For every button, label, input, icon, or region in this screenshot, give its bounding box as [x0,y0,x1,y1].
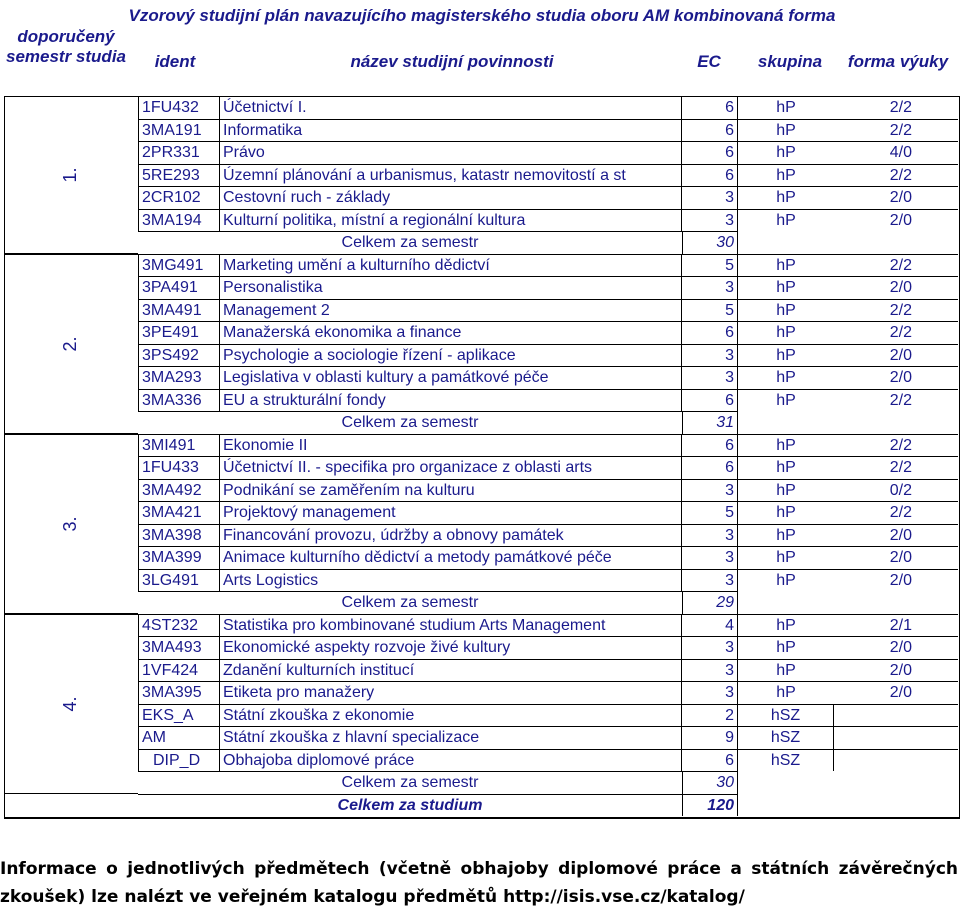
course-skupina: hP [738,344,834,367]
course-ec: 3 [682,344,738,367]
table-row [0,164,960,187]
semester-total-label: Celkem za semestr [138,411,682,434]
col-header-forma: forma výuky [847,52,949,71]
table-row [0,614,960,637]
table-row [0,681,960,704]
course-skupina: hP [738,276,834,299]
semester-label: 3. [60,516,80,532]
course-forma: 2/2 [834,434,958,457]
course-forma: 2/0 [834,546,958,569]
course-ident: 3MA491 [138,299,220,322]
course-forma: 2/0 [834,276,958,299]
course-ident: 3MA421 [138,501,220,524]
course-ident: 3MA399 [138,546,220,569]
course-ident: 3MA492 [138,479,220,502]
semester-total-row [0,771,960,794]
course-skupina: hP [738,434,834,457]
course-ec: 3 [682,681,738,704]
course-skupina: hP [738,389,834,412]
course-ec: 6 [682,119,738,142]
table-row [0,119,960,142]
course-ident: 3MA191 [138,119,220,142]
semester-total-value: 30 [682,231,738,254]
course-name: Informatika [220,119,682,142]
course-skupina: hSZ [738,749,834,772]
table-row [0,434,960,457]
course-name: Arts Logistics [220,569,682,592]
course-skupina: hP [738,186,834,209]
table-row [0,726,960,749]
table-row [0,749,960,772]
course-skupina: hP [738,141,834,164]
course-ec: 3 [682,479,738,502]
course-ident: 3MA493 [138,636,220,659]
table-row [0,524,960,547]
semester-total-label: Celkem za semestr [138,771,682,794]
semester-total-value: 30 [682,771,738,794]
course-forma: 2/0 [834,366,958,389]
course-name: Ekonomie II [220,434,682,457]
table-row [0,546,960,569]
table-row [0,209,960,232]
course-ec: 3 [682,659,738,682]
course-forma: 2/2 [834,456,958,479]
course-name: Legislativa v oblasti kultury a památkové péče [220,366,682,389]
course-ident: AM [138,726,220,749]
course-forma: 2/1 [834,614,958,637]
course-ec: 3 [682,209,738,232]
course-ec: 2 [682,704,738,727]
course-ident: 3PS492 [138,344,220,367]
course-ec: 6 [682,321,738,344]
course-skupina: hP [738,681,834,704]
course-forma [834,749,958,772]
course-ec: 6 [682,456,738,479]
table-row [0,456,960,479]
grand-total-row [0,794,960,817]
course-ec: 3 [682,524,738,547]
course-forma: 2/2 [834,96,958,119]
course-ident: 5RE293 [138,164,220,187]
course-ident: 3LG491 [138,569,220,592]
course-name: Etiketa pro manažery [220,681,682,704]
col-header-nazev: název studijní povinnosti [350,52,554,71]
course-skupina: hP [738,546,834,569]
course-name: Podnikání se zaměřením na kulturu [220,479,682,502]
table-row [0,636,960,659]
semester-total-value: 29 [682,591,738,614]
table-row [0,366,960,389]
course-ident: 1FU432 [138,96,220,119]
course-name: Účetnictví II. - specifika pro organizace z oblasti arts [220,456,682,479]
semester-label: 1. [60,167,80,183]
course-skupina: hP [738,456,834,479]
course-skupina: hSZ [738,726,834,749]
course-ident: 2CR102 [138,186,220,209]
course-ec: 4 [682,614,738,637]
course-forma: 2/2 [834,321,958,344]
course-name: Cestovní ruch - základy [220,186,682,209]
course-skupina: hP [738,299,834,322]
course-ident: 3MA293 [138,366,220,389]
course-name: Personalistika [220,276,682,299]
semester-total-row [0,591,960,614]
table-row [0,389,960,412]
course-forma: 2/0 [834,636,958,659]
course-forma: 2/0 [834,209,958,232]
course-name: Psychologie a sociologie řízení - aplikace [220,344,682,367]
course-name: Právo [220,141,682,164]
course-ec: 5 [682,299,738,322]
col-header-ec: EC [697,52,721,71]
course-ident: 2PR331 [138,141,220,164]
course-forma [834,704,958,727]
course-skupina: hP [738,479,834,502]
semester-total-value: 31 [682,411,738,434]
course-skupina: hP [738,524,834,547]
table-row [0,569,960,592]
semester-total-label: Celkem za semestr [138,591,682,614]
course-ident: 3MA194 [138,209,220,232]
course-name: Obhajoba diplomové práce [220,749,682,772]
course-name: Statistika pro kombinované studium Arts Management [220,614,682,637]
grand-total-label: Celkem za studium [138,794,682,817]
course-forma [834,726,958,749]
course-ec: 3 [682,569,738,592]
course-ec: 6 [682,749,738,772]
course-forma: 2/0 [834,681,958,704]
course-ec: 5 [682,501,738,524]
semester-label: 2. [60,336,80,352]
course-name: EU a strukturální fondy [220,389,682,412]
course-forma: 4/0 [834,141,958,164]
course-name: Manažerská ekonomika a finance [220,321,682,344]
course-forma: 2/0 [834,186,958,209]
course-ident: 3MA398 [138,524,220,547]
course-name: Kulturní politika, místní a regionální kultura [220,209,682,232]
course-skupina: hP [738,501,834,524]
course-forma: 0/2 [834,479,958,502]
col-header-semestr: doporučený semestr studia [6,27,126,66]
table-row [0,659,960,682]
course-ec: 6 [682,141,738,164]
course-skupina: hP [738,614,834,637]
course-skupina: hP [738,366,834,389]
course-ident: 3MA395 [138,681,220,704]
table-row [0,321,960,344]
table-row [0,704,960,727]
course-name: Management 2 [220,299,682,322]
col-header-ident: ident [154,52,196,71]
course-skupina: hSZ [738,704,834,727]
course-ec: 6 [682,96,738,119]
course-ec: 9 [682,726,738,749]
table-row [0,186,960,209]
course-ec: 3 [682,636,738,659]
course-name: Financování provozu, údržby a obnovy památek [220,524,682,547]
course-ident: EKS_A [138,704,220,727]
course-skupina: hP [738,569,834,592]
table-row [0,254,960,277]
course-forma: 2/2 [834,501,958,524]
course-skupina: hP [738,659,834,682]
page-title: Vzorový studijní plán navazujícího magisterského studia oboru AM kombinovaná forma [128,6,836,25]
course-ident: 4ST232 [138,614,220,637]
course-forma: 2/2 [834,164,958,187]
table-row [0,96,960,119]
table-row [0,276,960,299]
course-skupina: hP [738,96,834,119]
course-name: Marketing umění a kulturního dědictví [220,254,682,277]
course-ident: DIP_D [138,749,220,772]
course-name: Územní plánování a urbanismus, katastr nemovitostí a st [220,164,682,187]
course-ec: 5 [682,254,738,277]
course-ident: 3PE491 [138,321,220,344]
course-forma: 2/0 [834,569,958,592]
course-ident: 1FU433 [138,456,220,479]
col-header-skupina: skupina [757,52,823,71]
course-forma: 2/2 [834,299,958,322]
course-forma: 2/2 [834,389,958,412]
course-ident: 3PA491 [138,276,220,299]
course-ec: 6 [682,389,738,412]
table-row [0,479,960,502]
semester-label: 4. [60,696,80,712]
course-ec: 6 [682,164,738,187]
course-forma: 2/2 [834,254,958,277]
table-row [0,344,960,367]
course-ident: 3MI491 [138,434,220,457]
course-skupina: hP [738,321,834,344]
course-skupina: hP [738,119,834,142]
course-name: Ekonomické aspekty rozvoje živé kultury [220,636,682,659]
catalog-note: Informace o jednotlivých předmětech (včetně obhajoby diplomové práce a státních závěrečných zkoušek) lze nalézt ve veřejném katalogu předmětů http://isis.vse.cz/katalog/ [0,859,958,907]
course-name: Projektový management [220,501,682,524]
table-bottom-border [4,818,960,819]
semester-total-row [0,411,960,434]
semester-total-label: Celkem za semestr [138,231,682,254]
grand-total-value: 120 [682,794,738,817]
course-ident: 3MG491 [138,254,220,277]
course-ec: 3 [682,276,738,299]
course-name: Státní zkouška z ekonomie [220,704,682,727]
course-skupina: hP [738,636,834,659]
course-ec: 3 [682,366,738,389]
course-name: Animace kulturního dědictví a metody památkové péče [220,546,682,569]
course-ec: 6 [682,434,738,457]
course-name: Zdanění kulturních institucí [220,659,682,682]
course-ident: 3MA336 [138,389,220,412]
course-skupina: hP [738,254,834,277]
table-row [0,501,960,524]
course-ec: 3 [682,186,738,209]
semester-total-row [0,231,960,254]
course-ident: 1VF424 [138,659,220,682]
course-name: Státní zkouška z hlavní specializace [220,726,682,749]
course-skupina: hP [738,209,834,232]
course-name: Účetnictví I. [220,96,682,119]
course-forma: 2/0 [834,659,958,682]
course-forma: 2/2 [834,119,958,142]
course-forma: 2/0 [834,344,958,367]
table-row [0,141,960,164]
table-row [0,299,960,322]
course-ec: 3 [682,546,738,569]
course-forma: 2/0 [834,524,958,547]
course-skupina: hP [738,164,834,187]
